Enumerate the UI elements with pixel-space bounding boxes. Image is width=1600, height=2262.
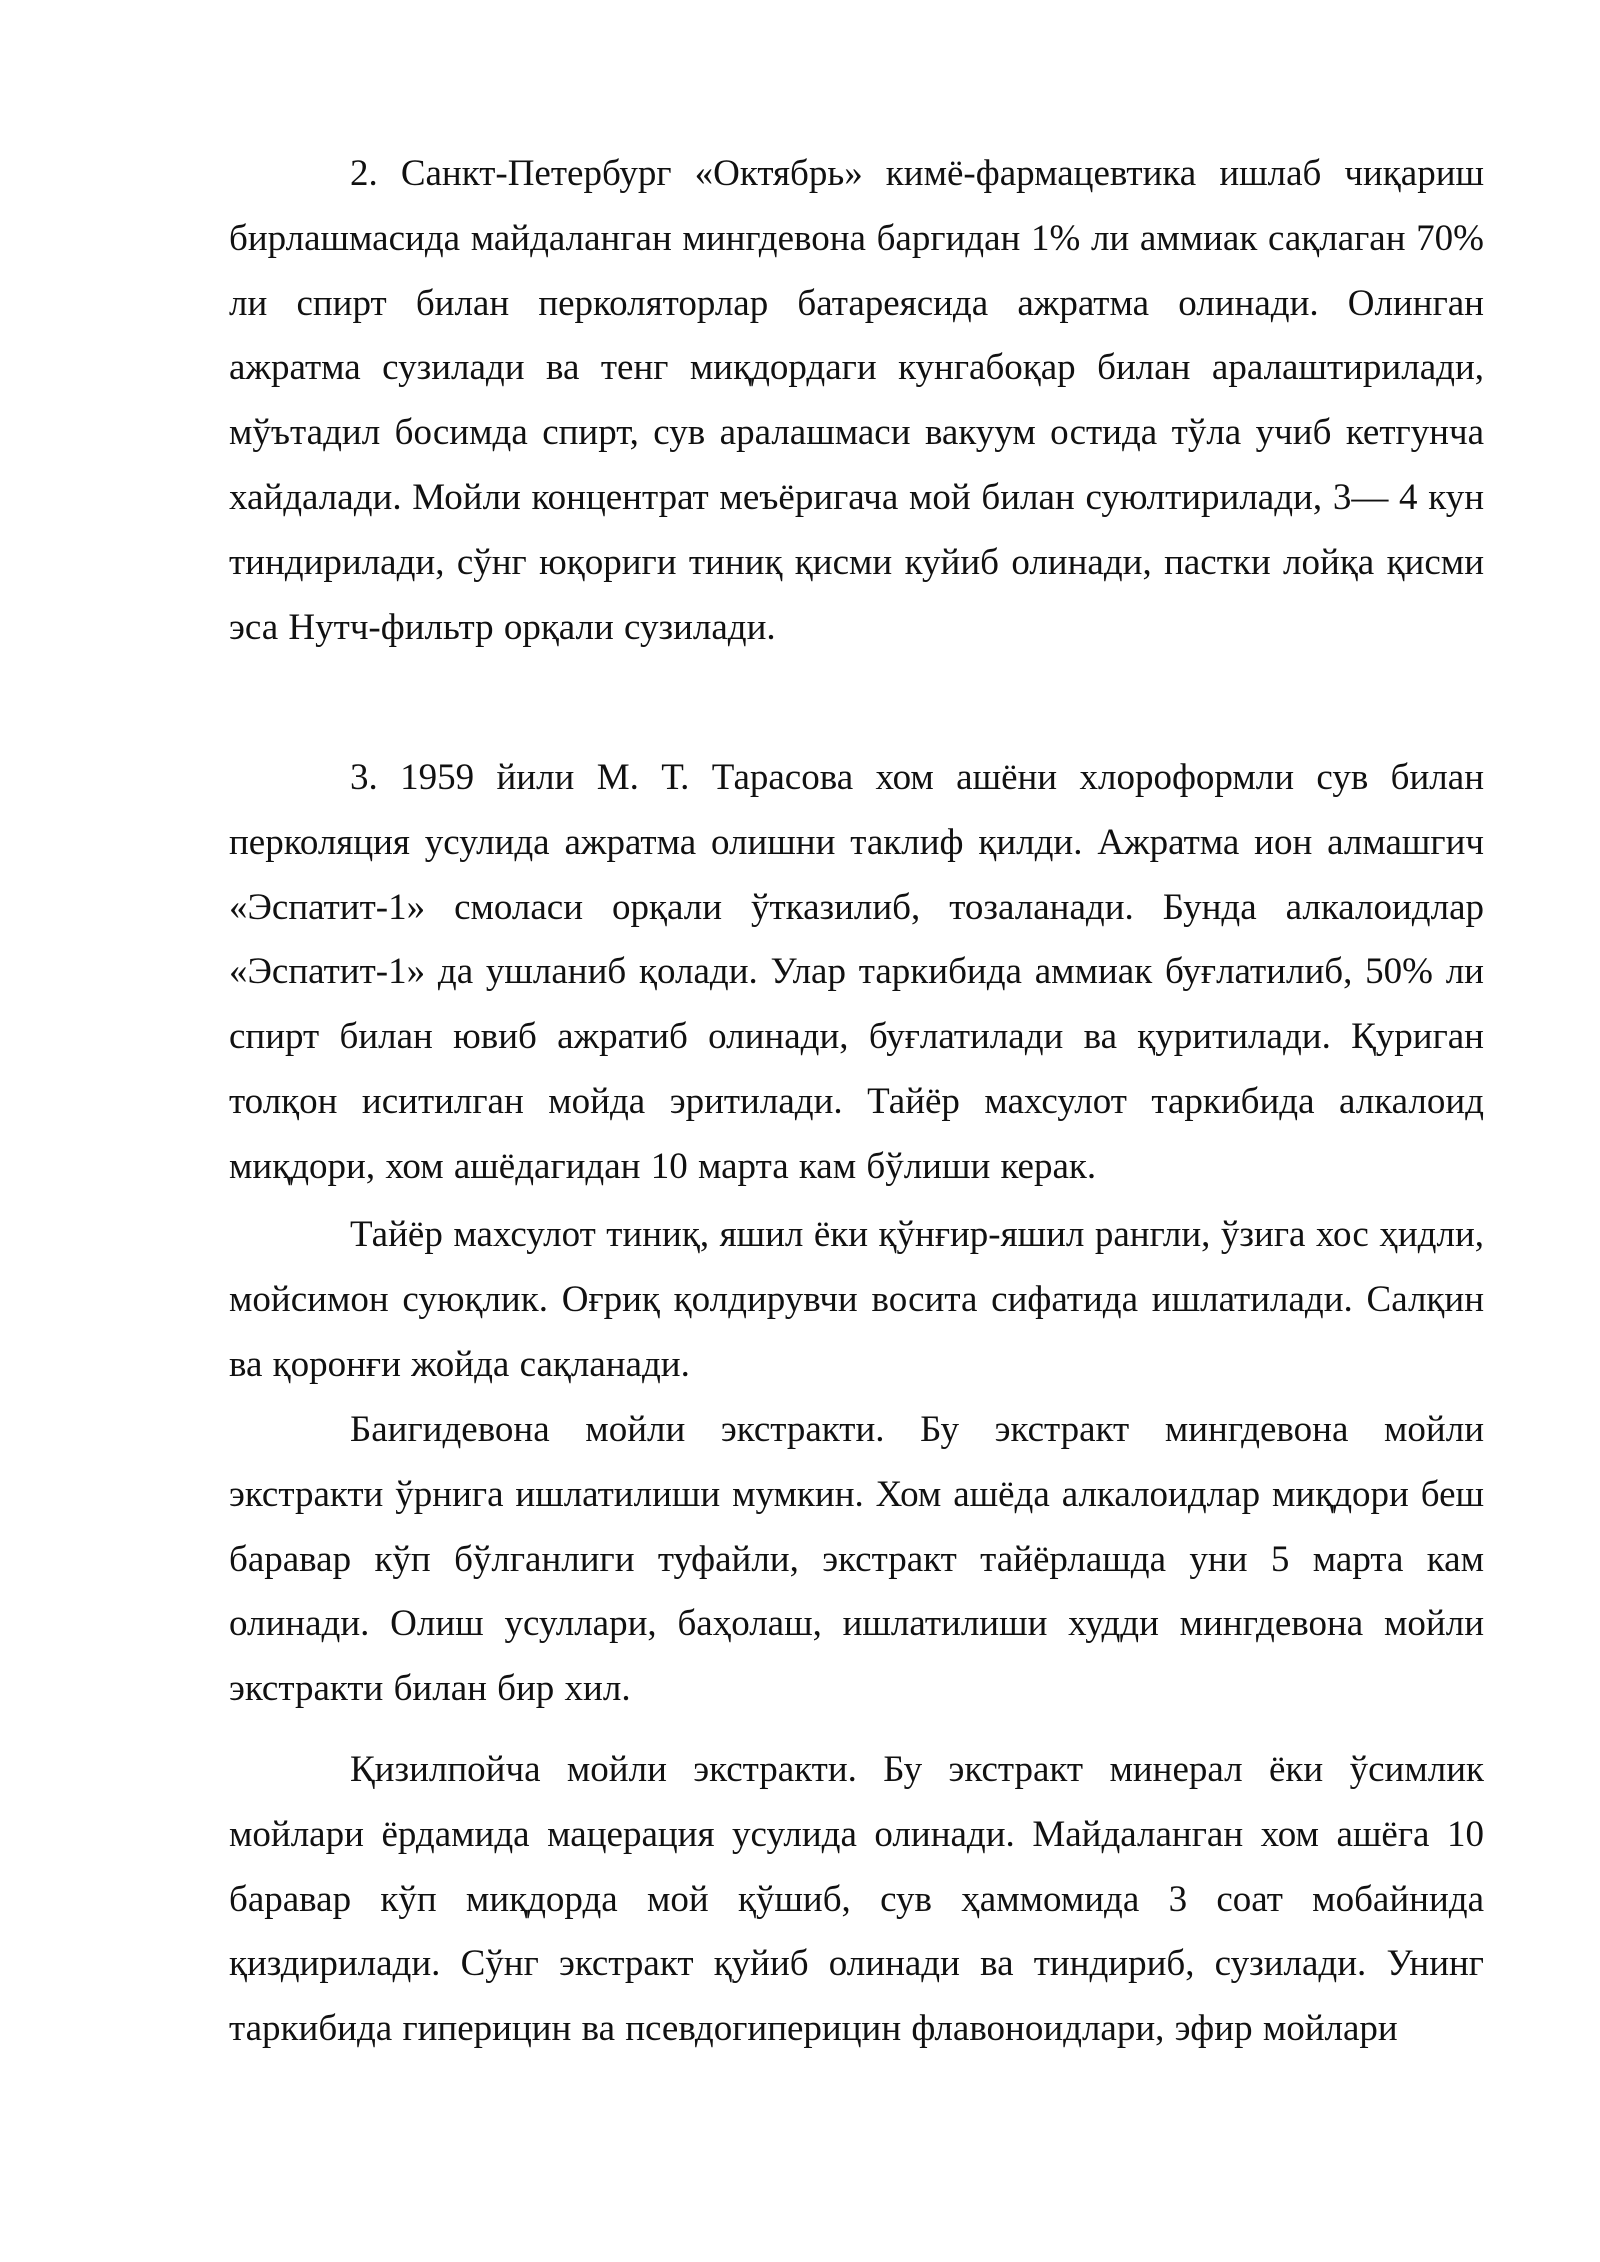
text-column-4: [229, 1398, 1484, 1722]
paragraph-product-description: Тайёр махсулот тиниқ, яшил ёки қўнғир-яшил рангли, ўзига хос ҳидли, мойсимон суюқлик. Оғриқ қолдирувчи восита сифатида ишлатилади. Салқин ва қоронғи жойда сақланади.: [229, 1214, 1484, 1385]
text-column-2: [229, 746, 1484, 1200]
text-column-3: [229, 1203, 1484, 1397]
paragraph-qizilpoycha-extract: Қизилпойча мойли экстракти. Бу экстракт минерал ёки ўсимлик мойлари ёрдамида мацерация усулида олинади. Майдаланган хом ашёга 10 баравар кўп миқдорда мой қўшиб, сув ҳаммомида 3 соат мобайнида қиздирилади. Сўнг экстракт қуйиб олинади ва тиндириб, сузилади. Унинг таркибида гиперицин ва псевдогиперицин флавоноидлари, эфир мойлари: [229, 1749, 1484, 2050]
paragraph-tarasova-method: 3. 1959 йили М. Т. Тарасова хом ашёни хлороформли сув билан перколяция усулида ажратма олишни таклиф қилди. Ажратма ион алмашгич «Эспатит-1» смоласи орқали ўтказилиб, тозаланади. Бунда алкалоидлар «Эспатит-1» да ушланиб қолади. Улар таркибида аммиак буғлатилиб, 50% ли спирт билан ювиб ажратиб олинади, буғлатилади ва қуритилади. Қуриган толқон иситилган мойда эритилади. Тайёр махсулот таркибида алкалоид миқдори, хом ашёдагидан 10 марта кам бўлиши керак.: [229, 757, 1484, 1187]
text-column-5: [229, 1738, 1484, 2062]
paragraph-baigidevona-extract: Баигидевона мойли экстракти. Бу экстракт мингдевона мойли экстракти ўрнига ишлатилиши мумкин. Хом ашёда алкалоидлар миқдори беш баравар кўп бўлганлиги туфайли, экстракт тайёрлашда уни 5 марта кам олинади. Олиш усуллари, баҳолаш, ишлатилиши худди мингдевона мойли экстракти билан бир хил.: [229, 1409, 1484, 1710]
text-column-1: [229, 142, 1484, 660]
paragraph-sankt-peterburg-method: 2. Санкт-Петербург «Октябрь» кимё-фармацевтика ишлаб чиқариш бирлашмасида майдаланган мингдевона баргидан 1% ли аммиак сақлаган 70% ли спирт билан перколяторлар батареясида ажратма олинади. Олинган ажратма сузилади ва тенг миқдордаги кунгабоқар билан аралаштирилади, мўътадил босимда спирт, сув аралашмаси вакуум остида тўла учиб кетгунча хайдалади. Мойли концентрат меъёригача мой билан суюлтирилади, 3— 4 кун тиндирилади, сўнг юқориги тиниқ қисми куйиб олинади, пастки лойқа қисми эса Нутч-фильтр орқали сузилади.: [229, 153, 1484, 648]
